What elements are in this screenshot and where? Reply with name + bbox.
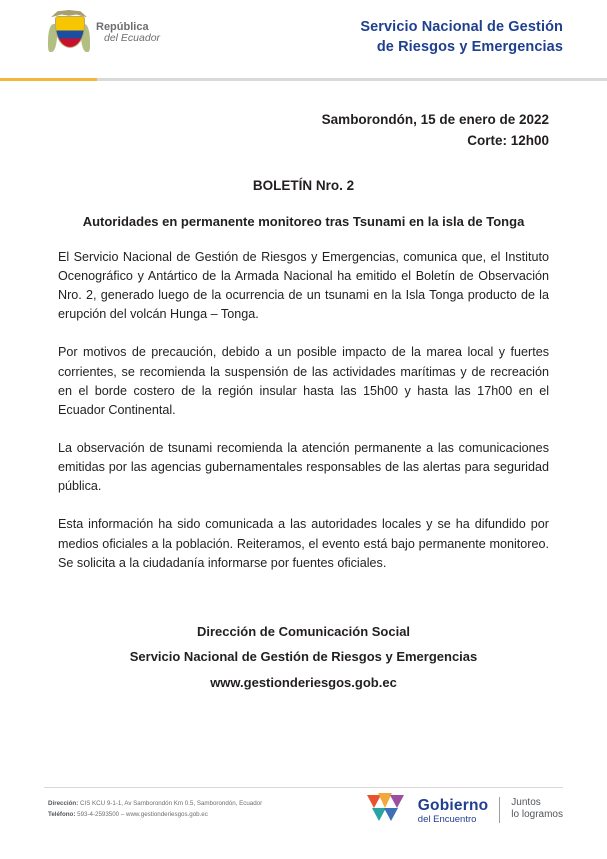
gobierno-logo — [365, 793, 489, 827]
coat-of-arms-block — [48, 8, 160, 58]
dateline — [58, 110, 549, 152]
body-paragraph: La observación de tsunami recomienda la atención permanente a las comunicaciones emitidas por las agencias gubernamentales responsables de las alertas para seguridad pública. — [58, 440, 549, 494]
brand-divider — [499, 797, 500, 823]
slogan-line-2: lo logramos — [511, 809, 563, 820]
footer-address-label: Dirección: — [48, 800, 79, 807]
body-paragraph: Por motivos de precaución, debido a un posible impacto de la marea local y fuertes corrientes, se recomienda la suspensión de las actividades marítimas y de recreación en el borde costero de la región insular hasta las 15h00 y hasta las 17h00 en el Ecuador Continental. — [58, 345, 549, 417]
brand-line-1: Gobierno — [417, 797, 489, 814]
slogan-line-1: Juntos — [511, 797, 541, 808]
ecuador-coat-of-arms-icon — [48, 8, 90, 58]
footer-divider — [44, 787, 563, 788]
signature-block — [58, 619, 549, 695]
bulletin-number: BOLETÍN Nro. 2 — [252, 177, 355, 193]
document-header — [0, 0, 607, 78]
brand-line-2: del Encuentro — [417, 813, 477, 825]
signature-department: Dirección de Comunicación Social — [196, 623, 411, 639]
footer-phone-value: 593-4-2593500 – www.gestionderiesgos.gob.ec — [77, 810, 208, 818]
dateline-cut-time: Corte: 12h00 — [467, 132, 549, 148]
footer-phone-line — [48, 810, 262, 821]
coat-line-1: República — [96, 20, 149, 33]
footer-phone-label: Teléfono: — [48, 810, 76, 818]
brand-slogan — [511, 797, 563, 823]
dateline-place-date: Samborondón, 15 de enero de 2022 — [321, 112, 549, 127]
organization-title — [360, 18, 563, 57]
body-paragraph: Esta información ha sido comunicada a las autoridades locales y se ha difundido por medios oficiales a la población. Reiteramos, el evento está bajo permanente monitoreo. Se solicita a la ciudadanía informarse por fuentes oficiales. — [58, 517, 549, 570]
coat-of-arms-text — [96, 22, 160, 45]
signature-organization: Servicio Nacional de Gestión de Riesgos y Emergencias — [129, 649, 478, 665]
gobierno-logo-text — [418, 798, 489, 827]
signature-website[interactable]: www.gestionderiesgos.gob.ec — [210, 674, 397, 690]
document-footer — [0, 787, 607, 859]
header-divider — [0, 78, 607, 81]
coat-line-2: del Ecuador — [104, 32, 161, 45]
page-title: Autoridades en permanente monitoreo tras Tsunami en la isla de Tonga — [82, 213, 525, 229]
organization-title-line-2: de Riesgos y Emergencias — [376, 38, 563, 55]
document-body — [0, 78, 607, 695]
footer-contact-info — [48, 799, 262, 821]
government-brand-block — [365, 793, 563, 827]
footer-address-line — [48, 799, 262, 810]
body-paragraph: El Servicio Nacional de Gestión de Riesgos y Emergencias, comunica que, el Instituto Ocenográfico y Antártico de la Armada Nacional ha emitido el Boletín de Observación Nro. 2, generado luego de la ocurrencia de un tsunami en la Isla Tonga producto de la erupción del volcán Hunga – Tonga. — [58, 249, 549, 322]
organization-title-line-1: Servicio Nacional de Gestión — [360, 19, 563, 35]
footer-address-value: CIS KCU 9-1-1, Av Samborondón Km 0.5, Samborondón, Ecuador — [80, 800, 263, 807]
government-chevrons-icon — [365, 793, 411, 827]
